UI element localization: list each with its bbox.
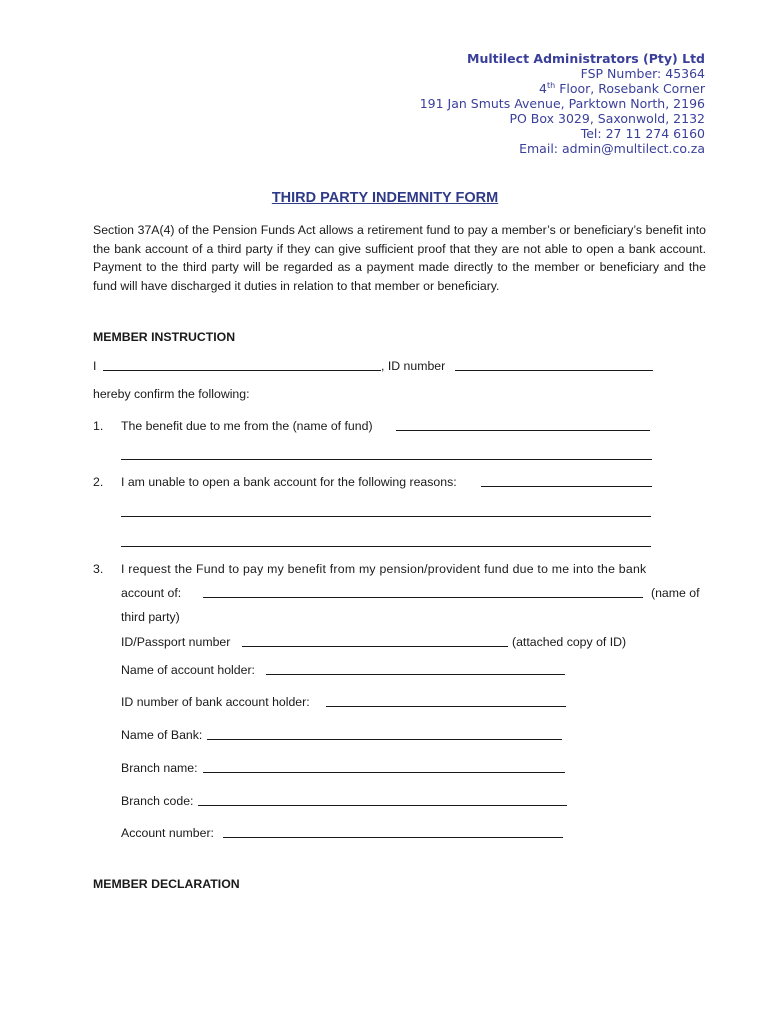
id-passport-label: ID/Passport number [121,635,231,649]
name-of-label: (name of [651,586,700,600]
member-declaration-heading: MEMBER DECLARATION [93,877,240,891]
branch-code-label: Branch code: [121,794,194,808]
holder-id-field[interactable] [326,706,566,707]
branch-name-label: Branch name: [121,761,198,775]
address-po-box: PO Box 3029, Saxonwold, 2132 [509,111,705,126]
third-party-label: third party) [121,610,180,624]
company-name: Multilect Administrators (Pty) Ltd [467,51,705,66]
reasons-field-line-2[interactable] [121,516,651,517]
fund-name-field-continued[interactable] [121,459,652,460]
fund-name-field[interactable] [396,430,650,431]
bank-name-label: Name of Bank: [121,728,203,742]
third-party-name-field[interactable] [203,597,643,598]
branch-name-field[interactable] [203,772,565,773]
item-2-number: 2. [93,475,104,489]
member-id-field[interactable] [455,370,653,371]
item-3-number: 3. [93,562,104,576]
holder-id-label: ID number of bank account holder: [121,695,310,709]
reasons-field[interactable] [481,486,652,487]
reasons-field-line-3[interactable] [121,546,651,547]
form-title: THIRD PARTY INDEMNITY FORM [271,190,499,206]
intro-paragraph: Section 37A(4) of the Pension Funds Act allows a retirement fund to pay a member’s or beneficiary’s benefit into the bank account of a third party if they can give sufficient proof that they are not able to open a bank account. Payment to the third party will be regarded as a payment made directly to the member or beneficiary and the fund will have discharged it duties in relation to that member or beneficiary. [93,223,706,293]
attached-id-note: (attached copy of ID) [512,635,627,649]
member-name-field[interactable] [103,370,381,371]
address-floor: 4th Floor, Rosebank Corner [539,80,705,96]
item-2-text: I am unable to open a bank account for the following reasons: [121,475,457,489]
address-street: 191 Jan Smuts Avenue, Parktown North, 2196 [419,96,705,111]
company-letterhead [420,51,705,156]
account-holder-field[interactable] [266,674,565,675]
account-number-label: Account number: [121,826,214,840]
branch-code-field[interactable] [198,805,567,806]
member-instruction-heading: MEMBER INSTRUCTION [93,330,236,344]
item-1-number: 1. [93,419,104,433]
fsp-number: FSP Number: 45364 [580,66,705,81]
item-1-text: The benefit due to me from the (name of fund) [121,419,373,433]
id-number-label: , ID number [381,359,446,373]
account-number-field[interactable] [223,837,563,838]
email: Email: admin@multilect.co.za [519,141,705,156]
account-of-label: account of: [121,586,182,600]
confirm-text: hereby confirm the following: [93,387,250,401]
item-3-text: I request the Fund to pay my benefit from my pension/provident fund due to me into the bank [121,562,647,576]
id-passport-field[interactable] [242,646,508,647]
bank-name-field[interactable] [207,739,562,740]
account-holder-label: Name of account holder: [121,663,255,677]
i-label: I [93,359,97,373]
telephone: Tel: 27 11 274 6160 [580,126,705,141]
